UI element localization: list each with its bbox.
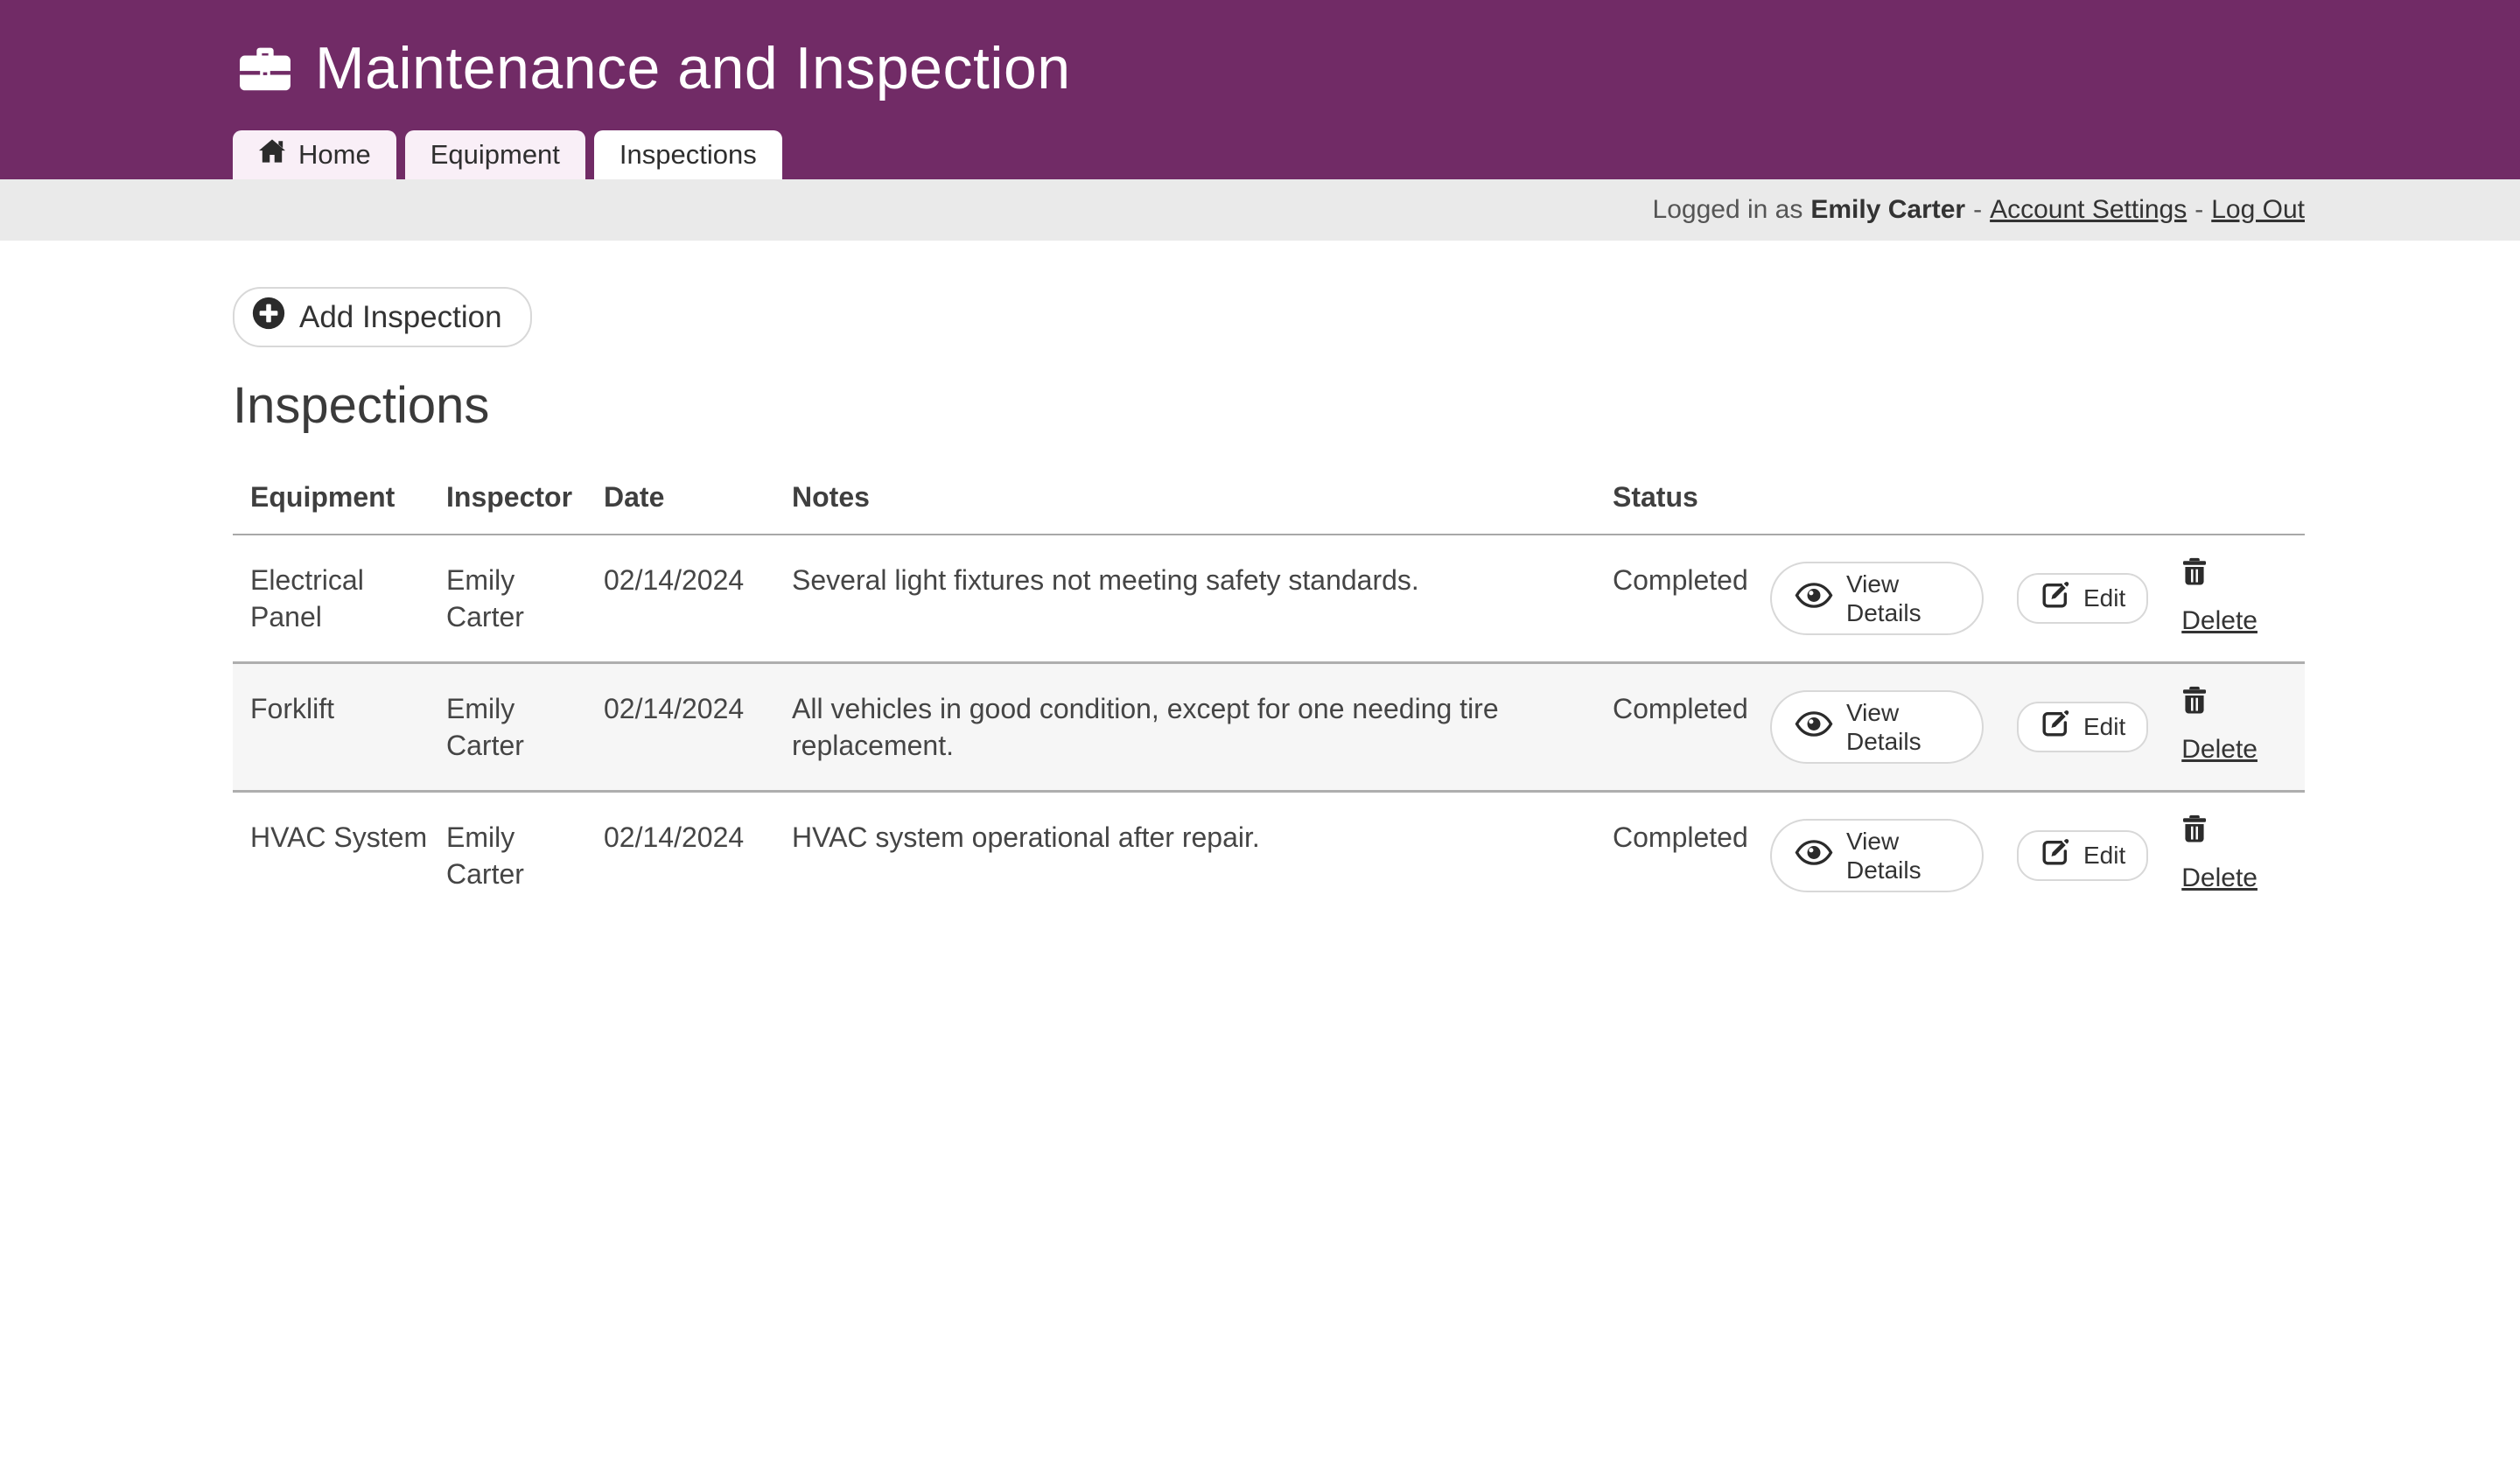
tab-label: Home xyxy=(298,139,371,170)
app-header xyxy=(0,0,2520,179)
cell-actions xyxy=(1770,662,2305,791)
tab-label: Equipment xyxy=(430,139,560,170)
cell-notes: HVAC system operational after repair. xyxy=(792,821,1260,853)
edit-icon xyxy=(2040,579,2071,618)
separator: - xyxy=(2194,195,2204,224)
column-header-notes: Notes xyxy=(792,480,870,513)
edit-icon xyxy=(2040,708,2071,746)
edit-button[interactable] xyxy=(2017,573,2148,624)
tab-label: Inspections xyxy=(619,139,757,170)
cell-inspector: Emily Carter xyxy=(446,821,524,890)
add-inspection-button[interactable] xyxy=(233,287,532,347)
view-details-button[interactable] xyxy=(1770,562,1984,635)
edit-button[interactable] xyxy=(2017,702,2148,752)
edit-label: Edit xyxy=(2083,841,2126,869)
edit-icon xyxy=(2040,836,2071,875)
column-header-actions xyxy=(1770,453,2305,535)
trash-icon xyxy=(2181,685,2208,724)
table-header-row xyxy=(233,453,2305,535)
table-row xyxy=(233,791,2305,919)
cell-inspector: Emily Carter xyxy=(446,692,524,761)
delete-label: Delete xyxy=(2181,863,2258,893)
tab-equipment[interactable] xyxy=(405,130,585,179)
cell-status: Completed xyxy=(1613,821,1748,853)
delete-link[interactable] xyxy=(2181,685,2258,768)
logout-link[interactable]: Log Out xyxy=(2211,195,2305,224)
cell-equipment: Electrical Panel xyxy=(250,563,364,633)
cell-actions xyxy=(1770,535,2305,663)
view-details-button[interactable] xyxy=(1770,690,1984,764)
account-settings-link[interactable]: Account Settings xyxy=(1990,195,2188,224)
cell-date: 02/14/2024 xyxy=(604,563,745,596)
main-content xyxy=(233,287,2305,919)
user-name: Emily Carter xyxy=(1810,195,1966,224)
delete-link[interactable] xyxy=(2181,556,2258,640)
cell-actions xyxy=(1770,791,2305,919)
delete-link[interactable] xyxy=(2181,814,2258,897)
cell-status: Completed xyxy=(1613,692,1748,724)
page-heading: Inspections xyxy=(233,377,490,434)
view-details-label: View Details xyxy=(1846,827,1922,884)
column-header-status: Status xyxy=(1613,480,1698,513)
tab-home[interactable] xyxy=(233,130,396,179)
trash-icon xyxy=(2181,814,2208,853)
edit-button[interactable] xyxy=(2017,830,2148,881)
view-details-button[interactable] xyxy=(1770,819,1984,892)
cell-status: Completed xyxy=(1613,563,1748,596)
column-header-inspector: Inspector xyxy=(446,480,573,513)
tab-bar xyxy=(233,130,2305,179)
cell-date: 02/14/2024 xyxy=(604,821,745,853)
cell-date: 02/14/2024 xyxy=(604,692,745,724)
eye-icon xyxy=(1795,582,1833,615)
cell-notes: Several light fixtures not meeting safety standards. xyxy=(792,563,1419,596)
inspections-table xyxy=(233,453,2305,919)
delete-label: Delete xyxy=(2181,735,2258,765)
page-title: Maintenance and Inspection xyxy=(315,34,1071,101)
eye-icon xyxy=(1795,710,1833,744)
briefcase-icon xyxy=(238,44,292,93)
cell-notes: All vehicles in good condition, except for one needing tire replacement. xyxy=(792,692,1499,761)
trash-icon xyxy=(2181,556,2208,596)
cell-equipment: HVAC System xyxy=(250,821,428,853)
view-details-label: View Details xyxy=(1846,570,1922,626)
cell-inspector: Emily Carter xyxy=(446,563,524,633)
tab-inspections[interactable] xyxy=(594,130,782,179)
add-inspection-label: Add Inspection xyxy=(299,299,502,334)
brand-row xyxy=(233,0,2305,130)
home-icon xyxy=(258,138,286,171)
eye-icon xyxy=(1795,839,1833,872)
session-bar xyxy=(0,179,2520,241)
column-header-date: Date xyxy=(604,480,665,513)
view-details-label: View Details xyxy=(1846,698,1922,755)
edit-label: Edit xyxy=(2083,712,2126,740)
column-header-equipment: Equipment xyxy=(250,480,396,513)
delete-label: Delete xyxy=(2181,606,2258,636)
table-row xyxy=(233,535,2305,663)
table-row xyxy=(233,662,2305,791)
logged-in-prefix: Logged in as xyxy=(1652,195,1803,224)
plus-circle-icon xyxy=(252,297,285,338)
edit-label: Edit xyxy=(2083,584,2126,612)
separator: - xyxy=(1973,195,1983,224)
cell-equipment: Forklift xyxy=(250,692,334,724)
